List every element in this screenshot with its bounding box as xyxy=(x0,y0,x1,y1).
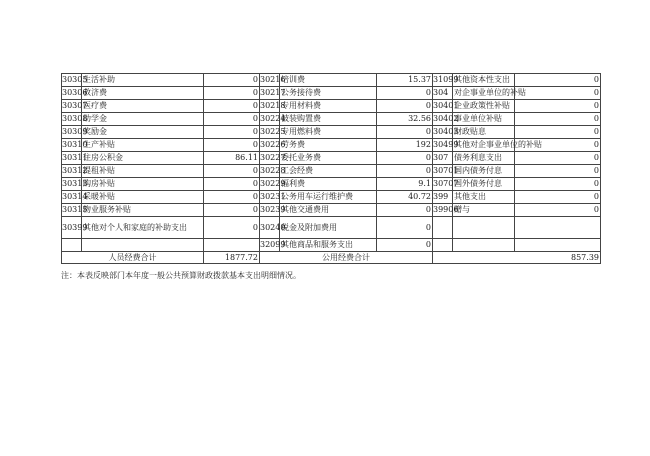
amount-cell xyxy=(515,239,601,252)
code-cell: 30224 xyxy=(260,113,280,126)
amount-cell: 0 xyxy=(204,87,260,100)
amount-cell: 0 xyxy=(515,178,601,191)
code-cell: 399 xyxy=(433,191,453,204)
code-cell: 30707 xyxy=(433,178,453,191)
amount-cell: 86.11 xyxy=(204,152,260,165)
amount-cell: 0 xyxy=(204,113,260,126)
code-cell: 30314 xyxy=(62,191,82,204)
amount-cell: 0 xyxy=(515,152,601,165)
name-cell: 救济费 xyxy=(82,87,204,100)
amount-cell: 0 xyxy=(377,165,433,178)
amount-cell: 192 xyxy=(377,139,433,152)
name-cell: 事业单位补贴 xyxy=(453,113,515,126)
code-cell: 304 xyxy=(433,87,453,100)
code-cell: 30227 xyxy=(260,152,280,165)
name-cell: 专用燃料费 xyxy=(280,126,377,139)
name-cell: 购房补贴 xyxy=(82,178,204,191)
amount-cell: 0 xyxy=(515,204,601,217)
code-cell: 30217 xyxy=(260,87,280,100)
code-cell xyxy=(433,239,453,252)
amount-cell: 0 xyxy=(515,191,601,204)
code-cell: 30403 xyxy=(433,126,453,139)
code-cell: 30309 xyxy=(62,126,82,139)
personnel-total-value: 1877.72 xyxy=(204,252,260,264)
code-cell: 30239 xyxy=(260,204,280,217)
name-cell: 其他交通费用 xyxy=(280,204,377,217)
amount-cell: 0 xyxy=(515,74,601,87)
code-cell: 39906 xyxy=(433,204,453,217)
code-cell: 30306 xyxy=(62,87,82,100)
table-row xyxy=(62,239,601,252)
amount-cell: 0 xyxy=(377,217,433,239)
amount-cell: 0 xyxy=(204,74,260,87)
name-cell: 其他支出 xyxy=(453,191,515,204)
amount-cell: 0 xyxy=(515,165,601,178)
amount-cell: 0 xyxy=(515,100,601,113)
name-cell: 其他资本性支出 xyxy=(453,74,515,87)
amount-cell: 0 xyxy=(204,139,260,152)
table-row xyxy=(62,139,601,152)
amount-cell xyxy=(204,239,260,252)
code-cell: 30226 xyxy=(260,139,280,152)
table-row xyxy=(62,126,601,139)
code-cell: 32099 xyxy=(260,239,280,252)
table-row xyxy=(62,74,601,87)
code-cell: 30229 xyxy=(260,178,280,191)
code-cell: 30308 xyxy=(62,113,82,126)
amount-cell xyxy=(515,217,601,239)
name-cell: 其他商品和服务支出 xyxy=(280,239,377,252)
table-body xyxy=(62,74,601,252)
name-cell xyxy=(453,217,515,239)
table-row xyxy=(62,191,601,204)
name-cell: 国外债务付息 xyxy=(453,178,515,191)
table-note: 注：本表反映部门本年度一般公共预算财政拨款基本支出明细情况。 xyxy=(61,271,301,280)
name-cell: 物业服务补贴 xyxy=(82,204,204,217)
name-cell: 助学金 xyxy=(82,113,204,126)
name-cell: 赠与 xyxy=(453,204,515,217)
code-cell: 30305 xyxy=(62,74,82,87)
code-cell xyxy=(62,239,82,252)
table-row xyxy=(62,113,601,126)
name-cell: 其他对个人和家庭的补助支出 xyxy=(82,217,204,239)
code-cell: 30312 xyxy=(62,165,82,178)
table-row xyxy=(62,165,601,178)
name-cell: 对企事业单位的补贴 xyxy=(453,87,515,100)
name-cell: 工会经费 xyxy=(280,165,377,178)
totals-row xyxy=(62,252,601,264)
code-cell: 31099 xyxy=(433,74,453,87)
code-cell: 30218 xyxy=(260,100,280,113)
code-cell: 30231 xyxy=(260,191,280,204)
expense-detail-table xyxy=(61,73,601,264)
amount-cell: 0 xyxy=(204,126,260,139)
amount-cell: 0 xyxy=(515,139,601,152)
code-cell: 30401 xyxy=(433,100,453,113)
code-cell: 30240 xyxy=(260,217,280,239)
code-cell: 30225 xyxy=(260,126,280,139)
amount-cell: 40.72 xyxy=(377,191,433,204)
table-row xyxy=(62,100,601,113)
amount-cell: 0 xyxy=(204,204,260,217)
name-cell: 培训费 xyxy=(280,74,377,87)
amount-cell: 0 xyxy=(377,204,433,217)
name-cell: 财政贴息 xyxy=(453,126,515,139)
amount-cell: 0 xyxy=(377,87,433,100)
code-cell: 30313 xyxy=(62,178,82,191)
amount-cell: 0 xyxy=(377,152,433,165)
amount-cell: 0 xyxy=(377,126,433,139)
table-row xyxy=(62,152,601,165)
name-cell xyxy=(82,239,204,252)
name-cell: 公务接待费 xyxy=(280,87,377,100)
code-cell: 30399 xyxy=(62,217,82,239)
amount-cell: 0 xyxy=(515,113,601,126)
code-cell xyxy=(433,217,453,239)
code-cell: 307 xyxy=(433,152,453,165)
name-cell: 劳务费 xyxy=(280,139,377,152)
amount-cell: 0 xyxy=(204,165,260,178)
amount-cell: 0 xyxy=(515,126,601,139)
table-row xyxy=(62,217,601,239)
name-cell: 采暖补贴 xyxy=(82,191,204,204)
personnel-total-label: 人员经费合计 xyxy=(62,252,204,264)
name-cell: 专用材料费 xyxy=(280,100,377,113)
name-cell: 委托业务费 xyxy=(280,152,377,165)
table-row xyxy=(62,178,601,191)
name-cell: 医疗费 xyxy=(82,100,204,113)
code-cell: 30307 xyxy=(62,100,82,113)
amount-cell: 15.37 xyxy=(377,74,433,87)
name-cell: 其他对企事业单位的补贴 xyxy=(453,139,515,152)
name-cell xyxy=(453,239,515,252)
name-cell: 奖励金 xyxy=(82,126,204,139)
code-cell: 30228 xyxy=(260,165,280,178)
name-cell: 公务用车运行维护费 xyxy=(280,191,377,204)
name-cell: 税金及附加费用 xyxy=(280,217,377,239)
amount-cell: 0 xyxy=(204,217,260,239)
public-total-label: 公用经费合计 xyxy=(260,252,433,264)
amount-cell: 32.56 xyxy=(377,113,433,126)
name-cell: 生活补助 xyxy=(82,74,204,87)
amount-cell: 0 xyxy=(515,87,601,100)
amount-cell: 0 xyxy=(377,100,433,113)
amount-cell: 0 xyxy=(377,239,433,252)
public-total-value: 857.39 xyxy=(433,252,601,264)
name-cell: 国内债务付息 xyxy=(453,165,515,178)
code-cell: 30216 xyxy=(260,74,280,87)
code-cell: 30701 xyxy=(433,165,453,178)
name-cell: 企业政策性补贴 xyxy=(453,100,515,113)
table-row xyxy=(62,204,601,217)
code-cell: 30310 xyxy=(62,139,82,152)
name-cell: 福利费 xyxy=(280,178,377,191)
code-cell: 30499 xyxy=(433,139,453,152)
amount-cell: 0 xyxy=(204,191,260,204)
name-cell: 提租补贴 xyxy=(82,165,204,178)
name-cell: 债务利息支出 xyxy=(453,152,515,165)
name-cell: 生产补贴 xyxy=(82,139,204,152)
name-cell: 被装购置费 xyxy=(280,113,377,126)
name-cell: 住房公积金 xyxy=(82,152,204,165)
code-cell: 30315 xyxy=(62,204,82,217)
table-row xyxy=(62,87,601,100)
amount-cell: 0 xyxy=(204,100,260,113)
code-cell: 30402 xyxy=(433,113,453,126)
amount-cell: 0 xyxy=(204,178,260,191)
amount-cell: 9.1 xyxy=(377,178,433,191)
code-cell: 30311 xyxy=(62,152,82,165)
